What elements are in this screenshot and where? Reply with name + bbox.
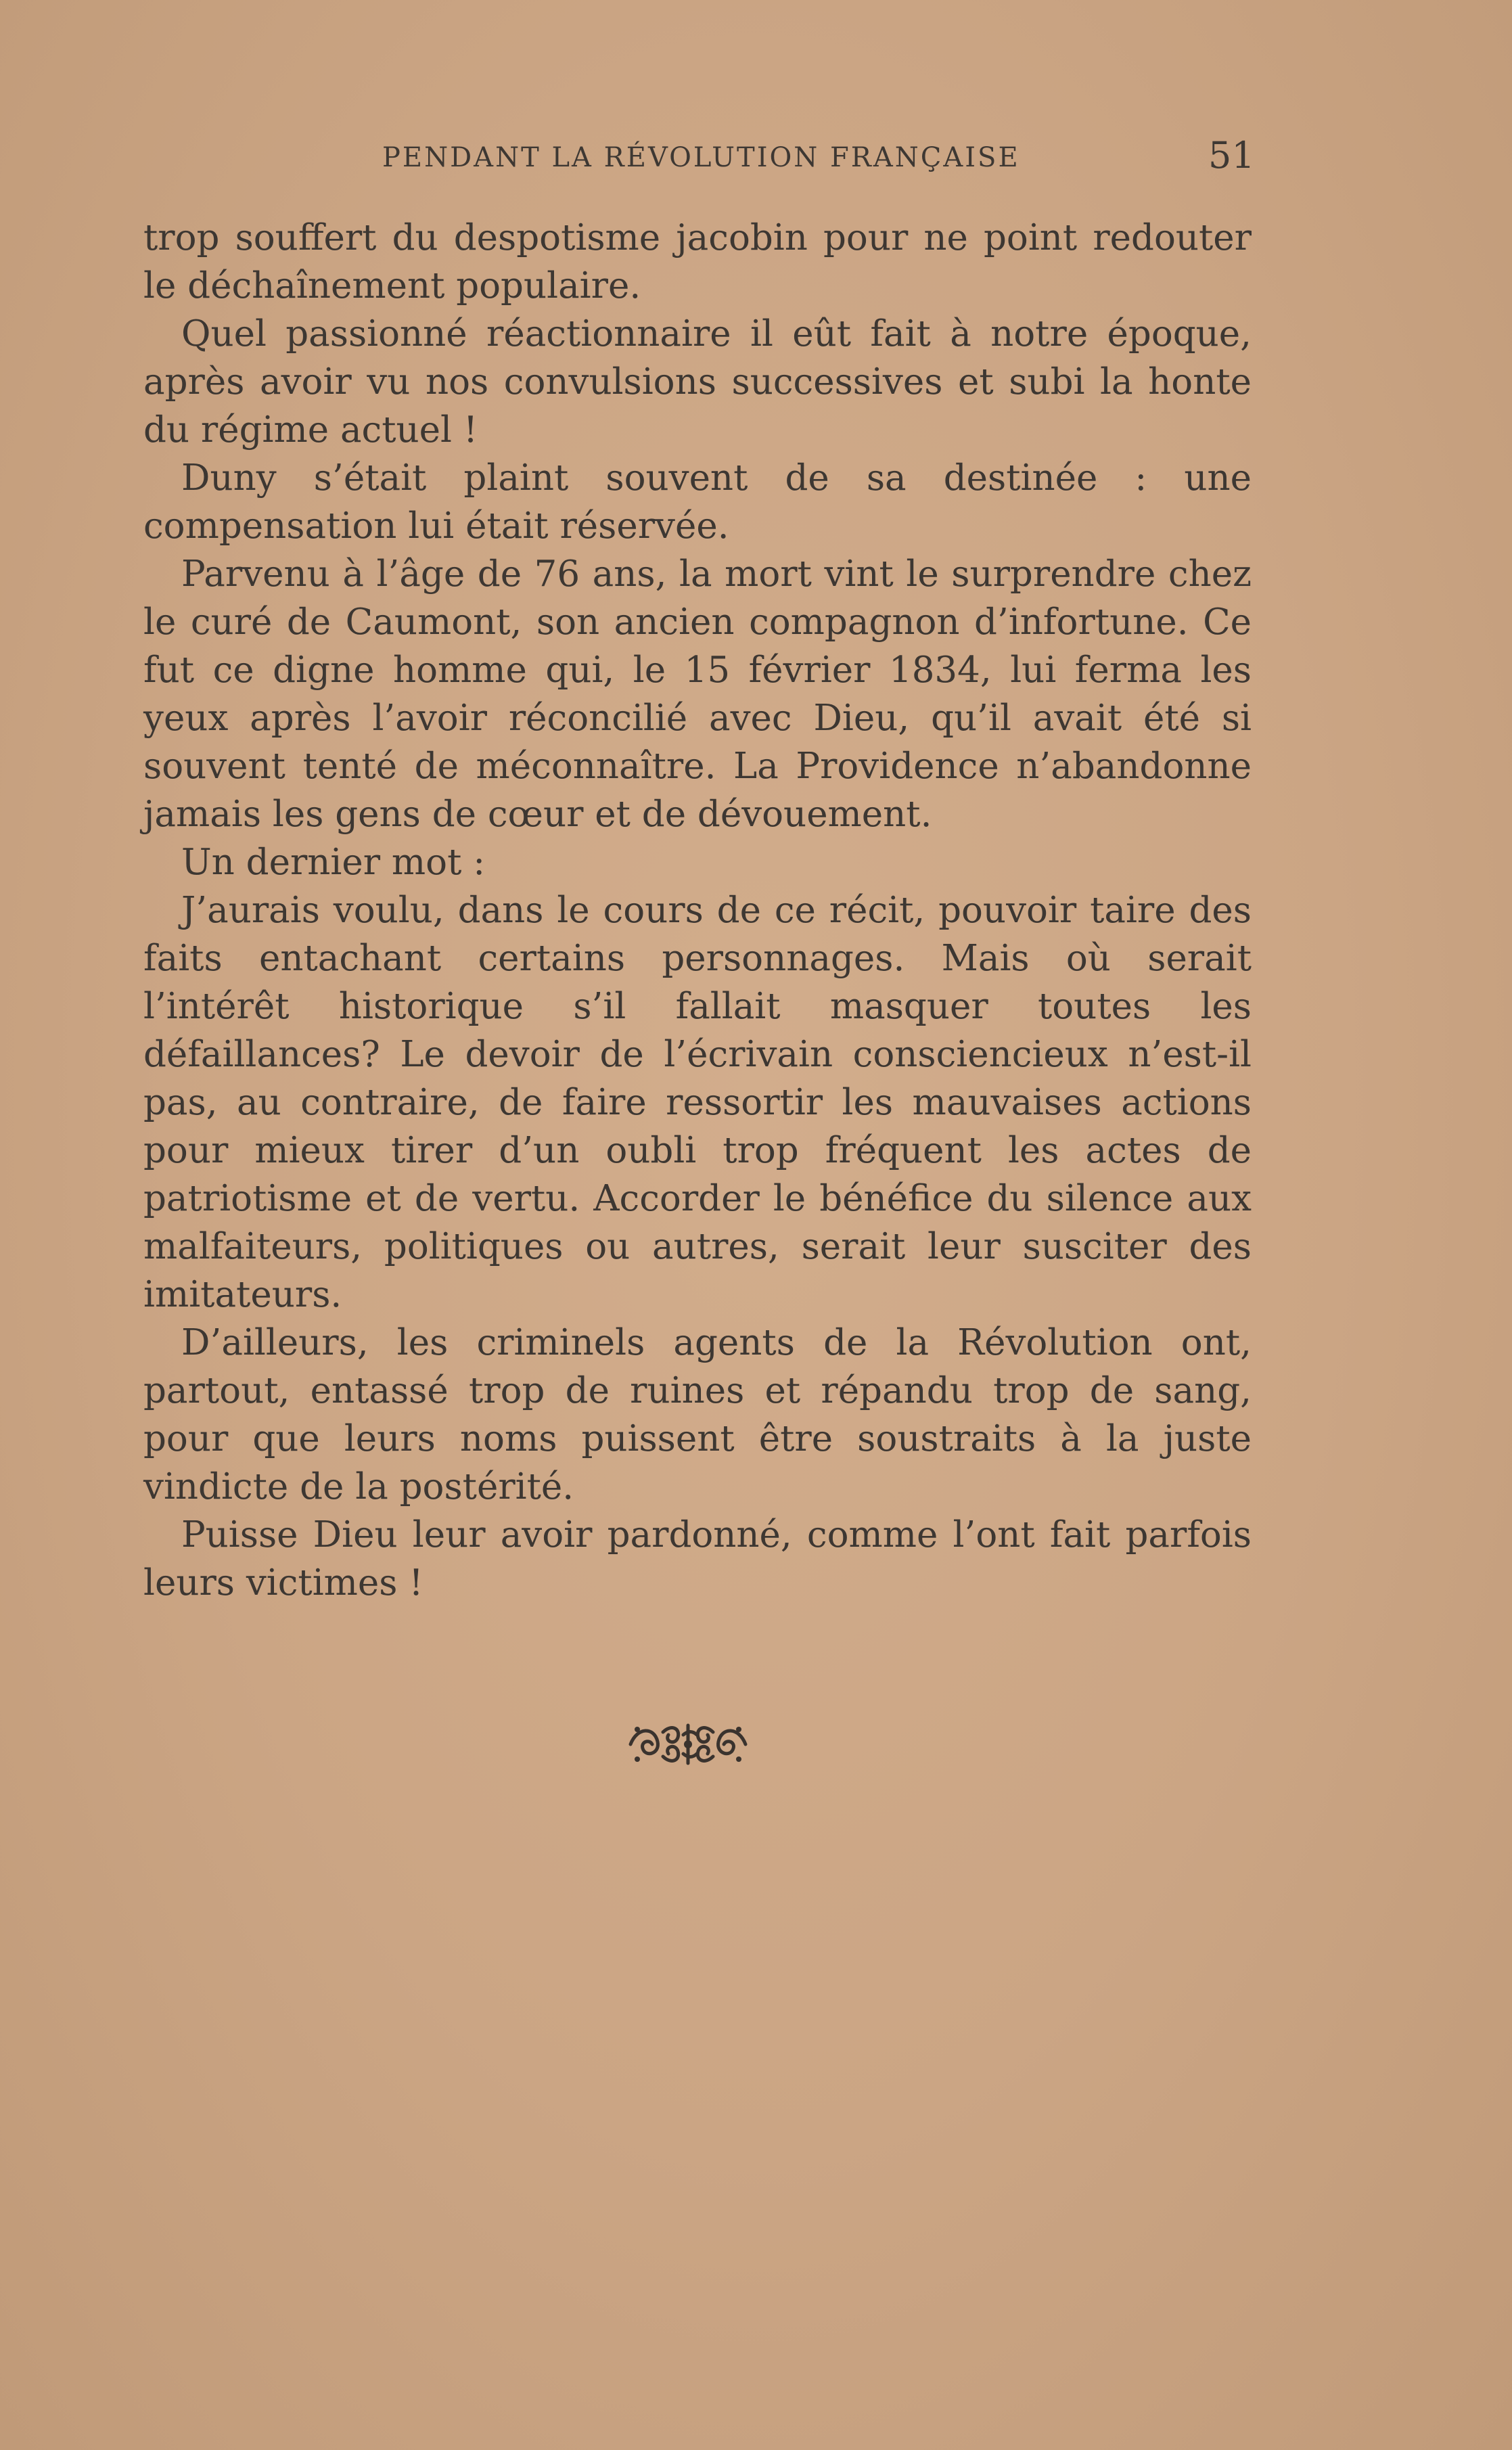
paragraph: Parvenu à l’âge de 76 ans, la mort vint le surprendre chez le curé de Caumont, son ancien compagnon d’infortune. Ce fut ce digne homme qui, le 15 février 1834, lui ferma les yeux après l’avoir réconcilié avec Dieu, qu’il avait été si souvent tenté de méconnaître. La Providence n’abandonne jamais les gens de cœur et de dévouement. (143, 553, 1252, 835)
body-text (143, 214, 1252, 1607)
page-number: 51 (1208, 134, 1255, 177)
paragraph: D’ailleurs, les criminels agents de la Révolution ont, partout, entassé trop de ruines et répandu trop de sang, pour que leurs noms puissent être soustraits à la juste vindicte de la postérité. (143, 1322, 1252, 1507)
paragraph: Duny s’était plaint souvent de sa destinée : une compensation lui était réservée. (143, 457, 1252, 547)
tailpiece-ornament-icon (624, 1719, 752, 1770)
paragraph: J’aurais voulu, dans le cours de ce récit, pouvoir taire des faits entachant certains personnages. Mais où serait l’intérêt historique s’il fallait masquer toutes les défaillances? Le devoir de l’écrivain consciencieux n’est-il pas, au contraire, de faire ressortir les mauvaises actions pour mieux tirer d’un oubli trop fréquent les actes de patriotisme et de vertu. Accorder le bénéfice du silence aux malfaiteurs, politiques ou autres, serait leur susciter des imitateurs. (143, 890, 1252, 1315)
running-title: PENDANT LA RÉVOLUTION FRANÇAISE (382, 142, 1020, 173)
paragraph: Quel passionné réactionnaire il eût fait à notre époque, après avoir vu nos convulsions successives et subi la honte du régime actuel ! (143, 313, 1252, 451)
paragraph: Un dernier mot : (181, 842, 486, 883)
paragraph: Puisse Dieu leur avoir pardonné, comme l’ont fait parfois leurs victimes ! (143, 1514, 1252, 1604)
paragraph: trop souffert du despotisme jacobin pour ne point redouter le déchaînement populaire. (143, 217, 1252, 307)
